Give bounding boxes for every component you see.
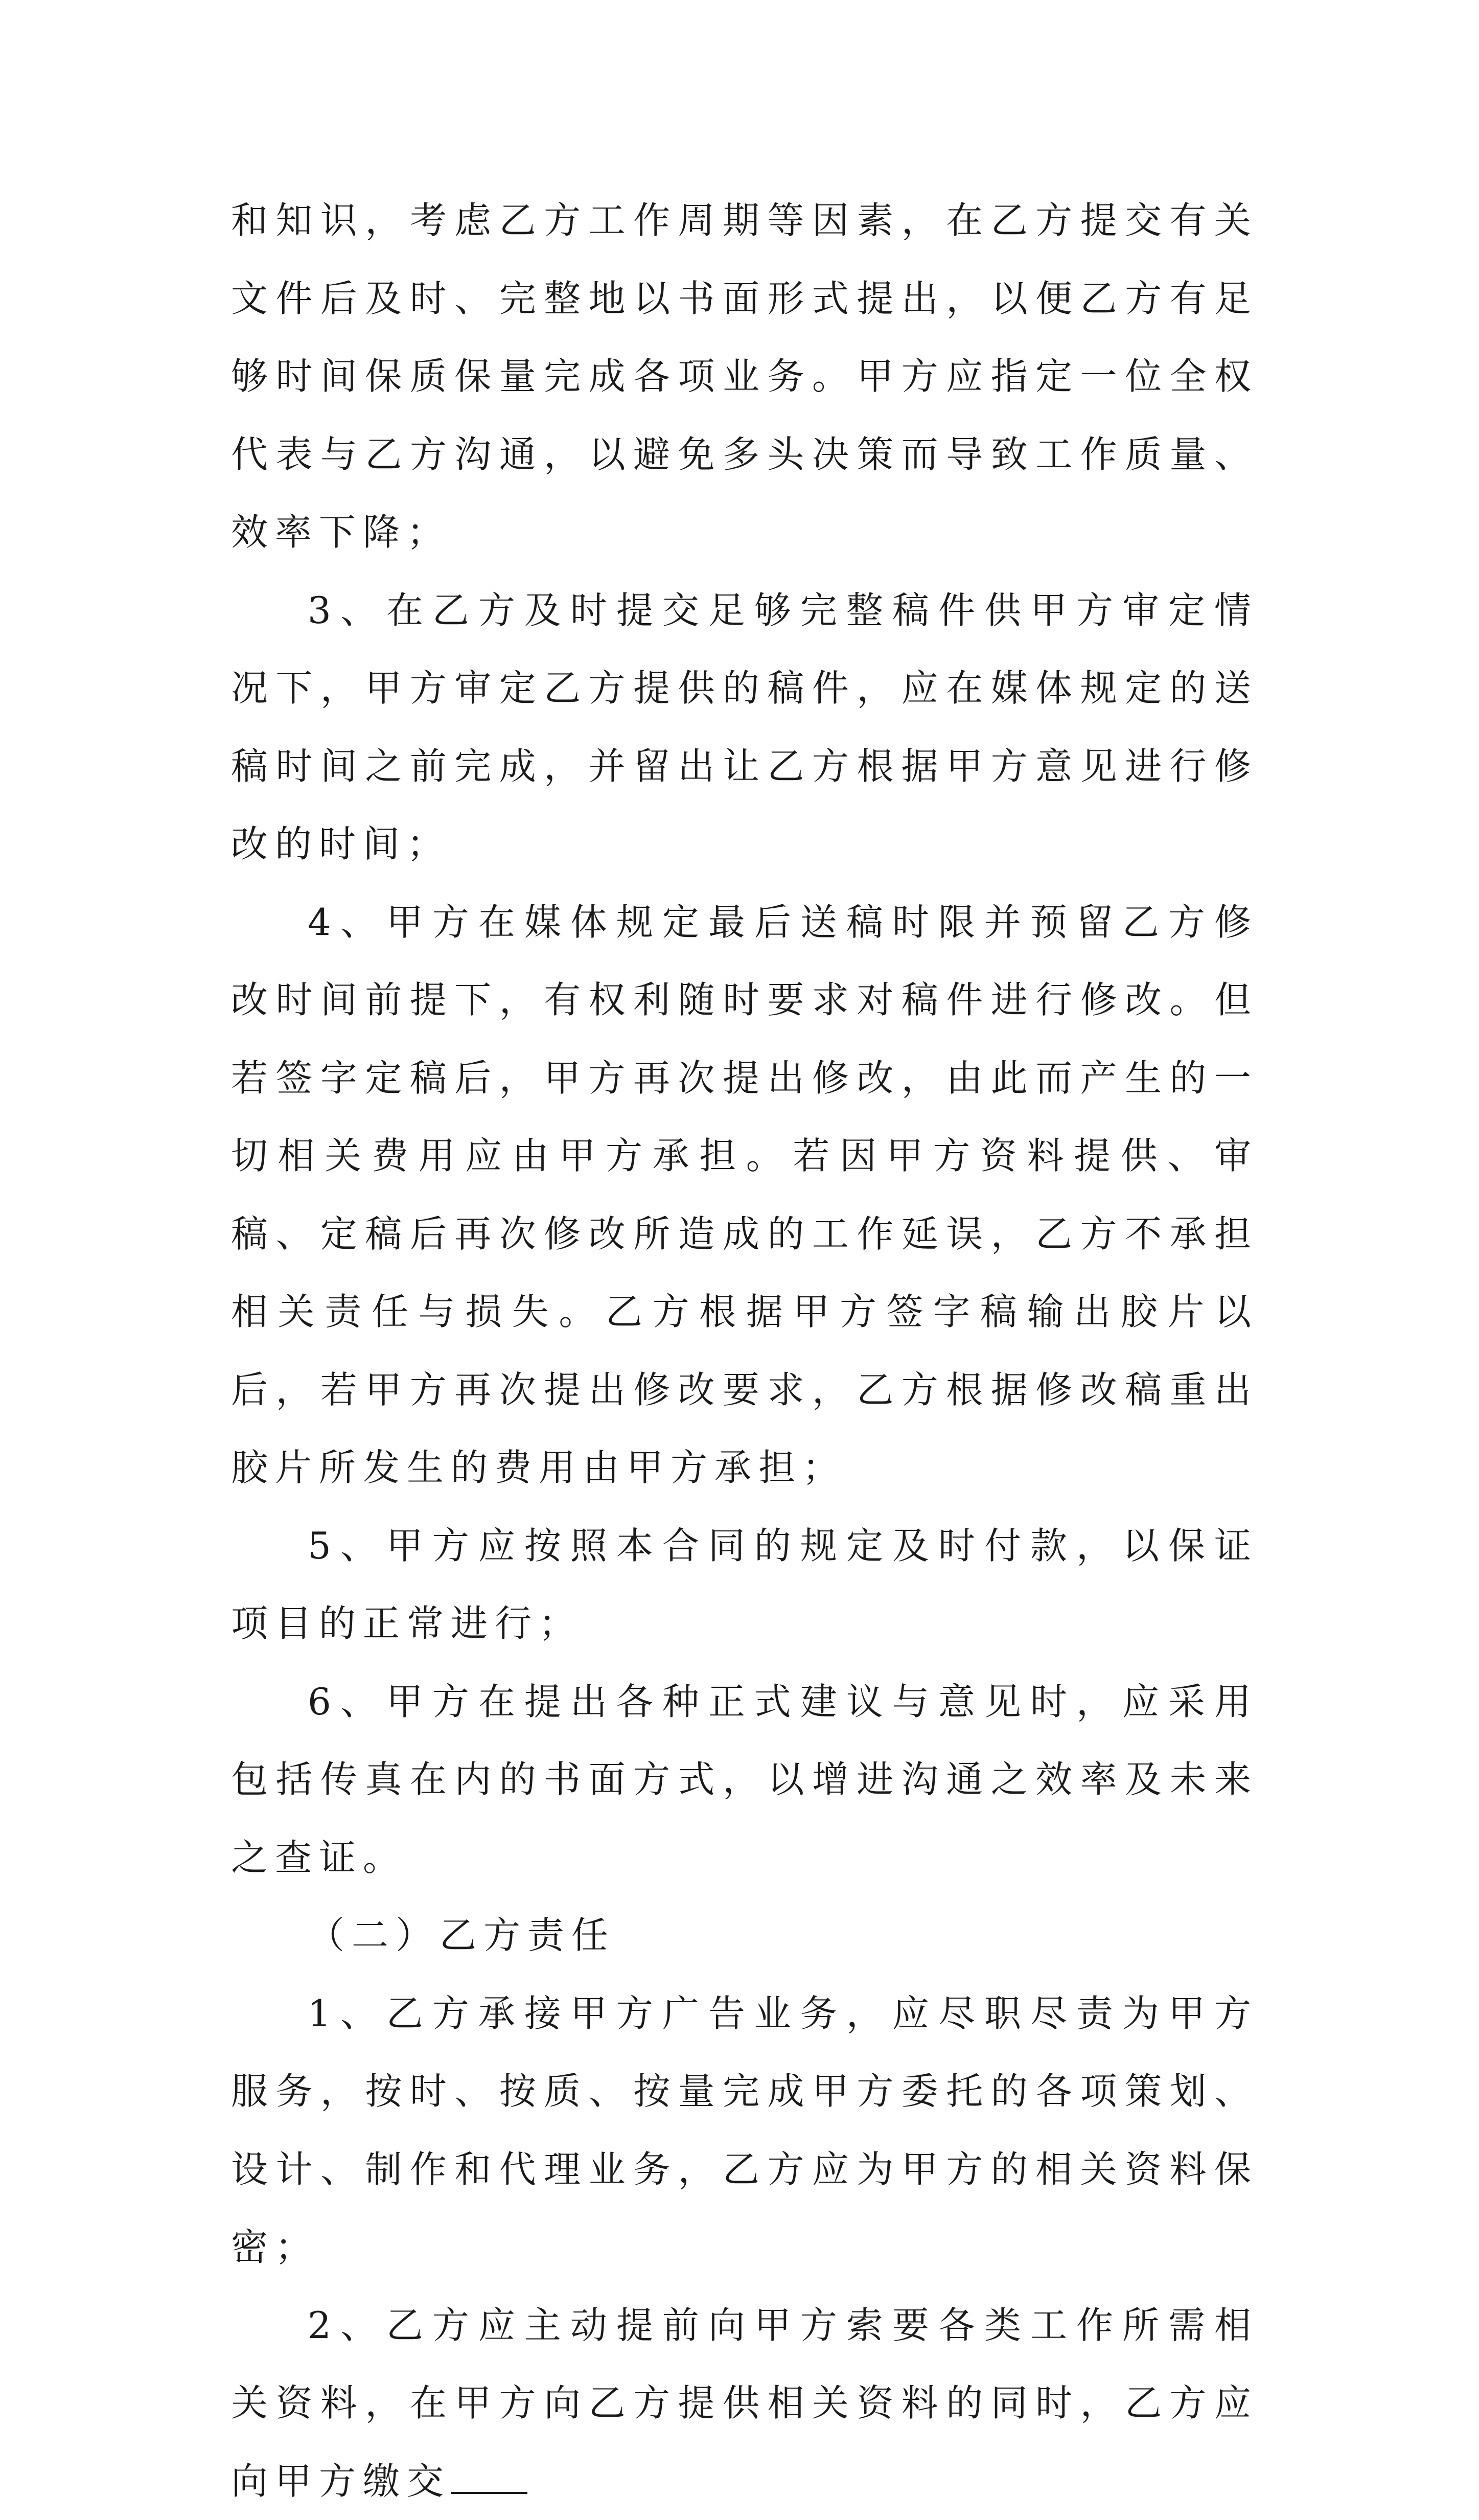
document-body — [231, 181, 1258, 2520]
paragraph-b-item-2 — [231, 2286, 1258, 2520]
paragraph-b-item-1: 1、乙方承接甲方广告业务，应尽职尽责为甲方服务，按时、按质、按量完成甲方委托的各项策划、设计、制作和代理业务，乙方应为甲方的相关资料保密； — [231, 1975, 1258, 2286]
paragraph-item-5: 5、甲方应按照本合同的规定及时付款，以保证项目的正常进行； — [231, 1507, 1258, 1663]
paragraph-continuation: 和知识，考虑乙方工作周期等因素，在乙方提交有关文件后及时、完整地以书面形式提出，以便乙方有足够时间保质保量完成各项业务。甲方应指定一位全权代表与乙方沟通，以避免多头决策而导致工作质量、效率下降； — [231, 181, 1258, 571]
fill-in-blank — [451, 2461, 527, 2494]
section-heading: （二）乙方责任 — [231, 1896, 1258, 1975]
paragraph-item-3: 3、在乙方及时提交足够完整稿件供甲方审定情况下，甲方审定乙方提供的稿件，应在媒体规定的送稿时间之前完成，并留出让乙方根据甲方意见进行修改的时间； — [231, 571, 1258, 883]
paragraph-b-item-2-text: 2、乙方应主动提前向甲方索要各类工作所需相关资料，在甲方向乙方提供相关资料的同时，乙方应向甲方缴交 — [231, 2304, 1258, 2503]
paragraph-item-6: 6、甲方在提出各种正式建议与意见时，应采用包括传真在内的书面方式，以增进沟通之效率及未来之查证。 — [231, 1663, 1258, 1897]
paragraph-item-4: 4、甲方在媒体规定最后送稿时限并预留乙方修改时间前提下，有权利随时要求对稿件进行修改。但若签字定稿后，甲方再次提出修改，由此而产生的一切相关费用应由甲方承担。若因甲方资料提供、审稿、定稿后再次修改所造成的工作延误，乙方不承担相关责任与损失。乙方根据甲方签字稿输出胶片以后，若甲方再次提出修改要求，乙方根据修改稿重出胶片所发生的费用由甲方承担； — [231, 883, 1258, 1507]
